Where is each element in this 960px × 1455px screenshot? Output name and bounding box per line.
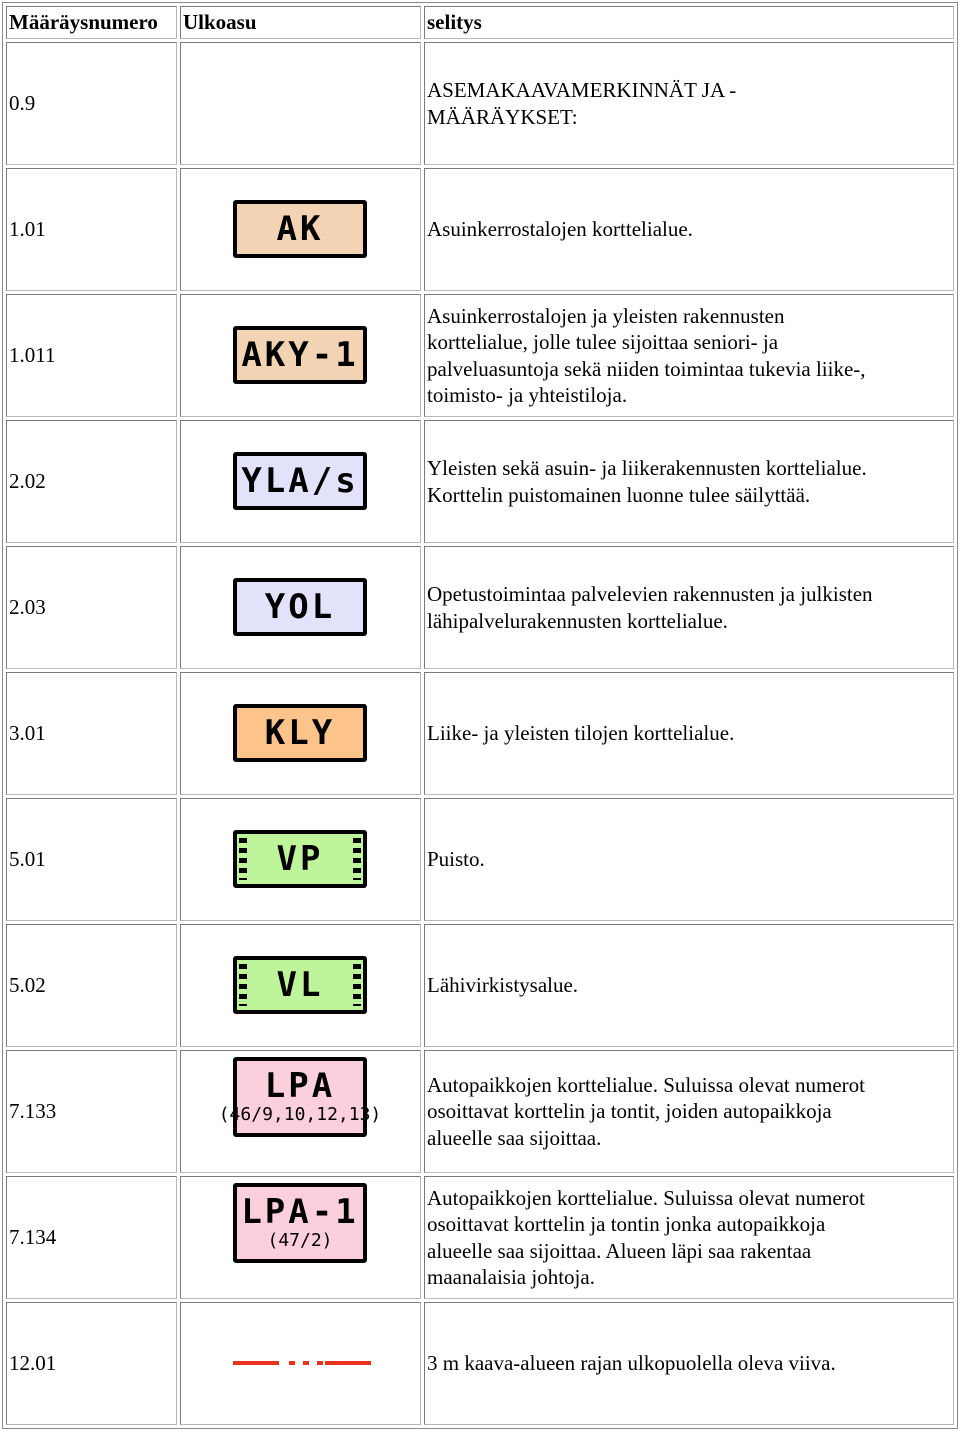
zone-symbol-label: VL (276, 965, 324, 1005)
regulation-code: 1.011 (6, 294, 177, 417)
table-row (6, 420, 954, 543)
regulation-description: Opetustoimintaa palvelevien rakennusten ja julkisten lähipalvelurakennusten korttelialue. (424, 546, 954, 669)
symbol-cell (180, 924, 421, 1047)
header-row (6, 6, 954, 39)
zone-symbol-sublabel: (47/2) (267, 1230, 333, 1251)
header-description: selitys (424, 6, 954, 39)
regulation-description: ASEMAKAAVAMERKINNÄT JA - MÄÄRÄYKSET: (424, 42, 954, 165)
regulation-description: Lähivirkistysalue. (424, 924, 954, 1047)
line-segment (233, 1361, 279, 1365)
symbol-cell (180, 420, 421, 543)
boundary-line-symbol (233, 1359, 371, 1367)
regulation-description: Autopaikkojen korttelialue. Suluissa olevat numerot osoittavat korttelin ja tontit, joiden autopaikkoja alueelle saa sijoittaa. (424, 1050, 954, 1173)
table-row (6, 798, 954, 921)
symbol-cell (180, 294, 421, 417)
regulation-code: 3.01 (6, 672, 177, 795)
legend-table (2, 2, 958, 1429)
header-appearance: Ulkoasu (180, 6, 421, 39)
line-segment (303, 1361, 309, 1365)
zone-symbol-label: AK (276, 209, 324, 249)
zone-symbol-label: VP (276, 839, 324, 879)
zone-symbol (218, 1057, 382, 1137)
line-segment (325, 1361, 371, 1365)
zone-symbol (233, 830, 367, 888)
symbol-cell (180, 168, 421, 291)
regulation-description: Asuinkerrostalojen ja yleisten rakennusten korttelialue, jolle tulee sijoittaa seniori- ja palveluasuntoja sekä niiden toimintaa tukevia liike-, toimisto- ja yhteistiloja. (424, 294, 954, 417)
regulation-code: 7.134 (6, 1176, 177, 1299)
symbol-cell (180, 798, 421, 921)
table-row (6, 546, 954, 669)
zone-symbol (233, 452, 367, 510)
regulation-code: 5.02 (6, 924, 177, 1047)
zone-symbol-label: AKY-1 (241, 335, 359, 375)
regulation-code: 0.9 (6, 42, 177, 165)
symbol-cell (180, 546, 421, 669)
regulation-code: 1.01 (6, 168, 177, 291)
regulation-description: 3 m kaava-alueen rajan ulkopuolella oleva viiva. (424, 1302, 954, 1425)
symbol-cell (180, 672, 421, 795)
zone-symbol-label: YLA/s (241, 461, 359, 501)
regulation-description: Asuinkerrostalojen korttelialue. (424, 168, 954, 291)
regulation-description: Puisto. (424, 798, 954, 921)
table-row (6, 924, 954, 1047)
table-row (6, 1302, 954, 1425)
zone-symbol-label: YOL (264, 587, 336, 627)
line-segment (289, 1361, 295, 1365)
zone-symbol (233, 1183, 367, 1263)
zone-symbol-label: KLY (264, 713, 336, 753)
regulation-code: 12.01 (6, 1302, 177, 1425)
zone-symbol (233, 326, 367, 384)
regulation-description: Yleisten sekä asuin- ja liikerakennusten korttelialue. Korttelin puistomainen luonne tulee säilyttää. (424, 420, 954, 543)
regulation-code: 7.133 (6, 1050, 177, 1173)
table-row (6, 168, 954, 291)
zone-symbol (233, 200, 367, 258)
symbol-cell (180, 1302, 421, 1425)
zone-symbol-sublabel: (46/9,10,12,13) (218, 1104, 382, 1125)
line-segment (317, 1361, 323, 1365)
symbol-cell (180, 1050, 421, 1173)
header-code: Määräysnumero (6, 6, 177, 39)
zone-symbol (233, 704, 367, 762)
table-row (6, 294, 954, 417)
symbol-cell (180, 42, 421, 165)
zone-symbol (233, 956, 367, 1014)
regulation-description: Autopaikkojen korttelialue. Suluissa olevat numerot osoittavat korttelin ja tontin jonka autopaikkoja alueelle saa sijoittaa. Alueen läpi saa rakentaa maanalaisia johtoja. (424, 1176, 954, 1299)
table-row (6, 1176, 954, 1299)
zone-symbol-label: LPA-1 (241, 1192, 359, 1232)
zone-symbol-label: LPA (264, 1066, 336, 1106)
regulation-code: 5.01 (6, 798, 177, 921)
table-row (6, 1050, 954, 1173)
table-row (6, 672, 954, 795)
zone-symbol (233, 578, 367, 636)
regulation-description: Liike- ja yleisten tilojen korttelialue. (424, 672, 954, 795)
symbol-cell (180, 1176, 421, 1299)
regulation-code: 2.02 (6, 420, 177, 543)
regulation-code: 2.03 (6, 546, 177, 669)
table-row (6, 42, 954, 165)
